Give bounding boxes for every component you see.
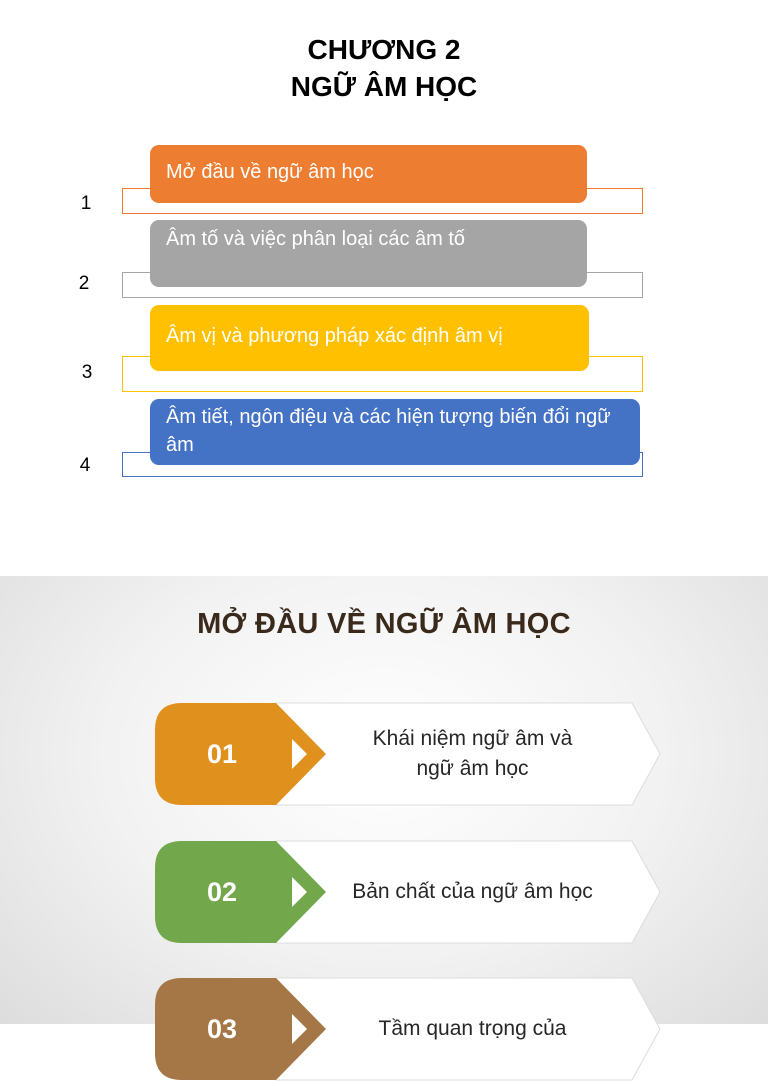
item-number-4: 4 [79,455,91,476]
step-01-number: 01 [206,739,238,769]
item-number-1: 1 [80,193,92,214]
step-01-text-line-2: ngữ âm học [416,757,529,780]
step-02-text [320,839,625,945]
step-01[interactable] [0,701,768,807]
toc-item-4-label: Âm tiết, ngôn điệu và các hiện tượng biến đổi ngữ âm [166,406,611,456]
toc-item-4[interactable] [150,399,640,465]
step-01-text-line-1: Khái niệm ngữ âm và [372,727,573,750]
step-03-number: 03 [206,1014,238,1044]
step-02-text-line-1: Bản chất của ngữ âm học [352,880,593,903]
step-03[interactable] [0,976,768,1082]
chapter-title: CHƯƠNG 2 [307,34,461,65]
toc-item-2-label: Âm tố và việc phân loại các âm tố [166,228,466,250]
section-title: MỞ ĐẦU VỀ NGỮ ÂM HỌC [197,608,571,640]
chapter-subtitle: NGỮ ÂM HỌC [290,71,478,102]
toc-item-1[interactable] [150,145,587,203]
toc-item-3-label: Âm vị và phương pháp xác định âm vị [166,325,503,347]
item-number-2: 2 [78,273,90,294]
step-03-text [320,976,625,1082]
step-02[interactable] [0,839,768,945]
toc-item-2[interactable] [150,220,587,287]
slide-introduction [0,576,768,1044]
step-01-text [320,701,625,807]
toc-item-1-label: Mở đầu về ngữ âm học [166,161,374,183]
step-03-text-line-1: Tầm quan trọng của [378,1017,567,1040]
item-number-3: 3 [81,362,93,383]
step-02-number: 02 [206,877,238,907]
toc-item-3[interactable] [150,305,589,371]
